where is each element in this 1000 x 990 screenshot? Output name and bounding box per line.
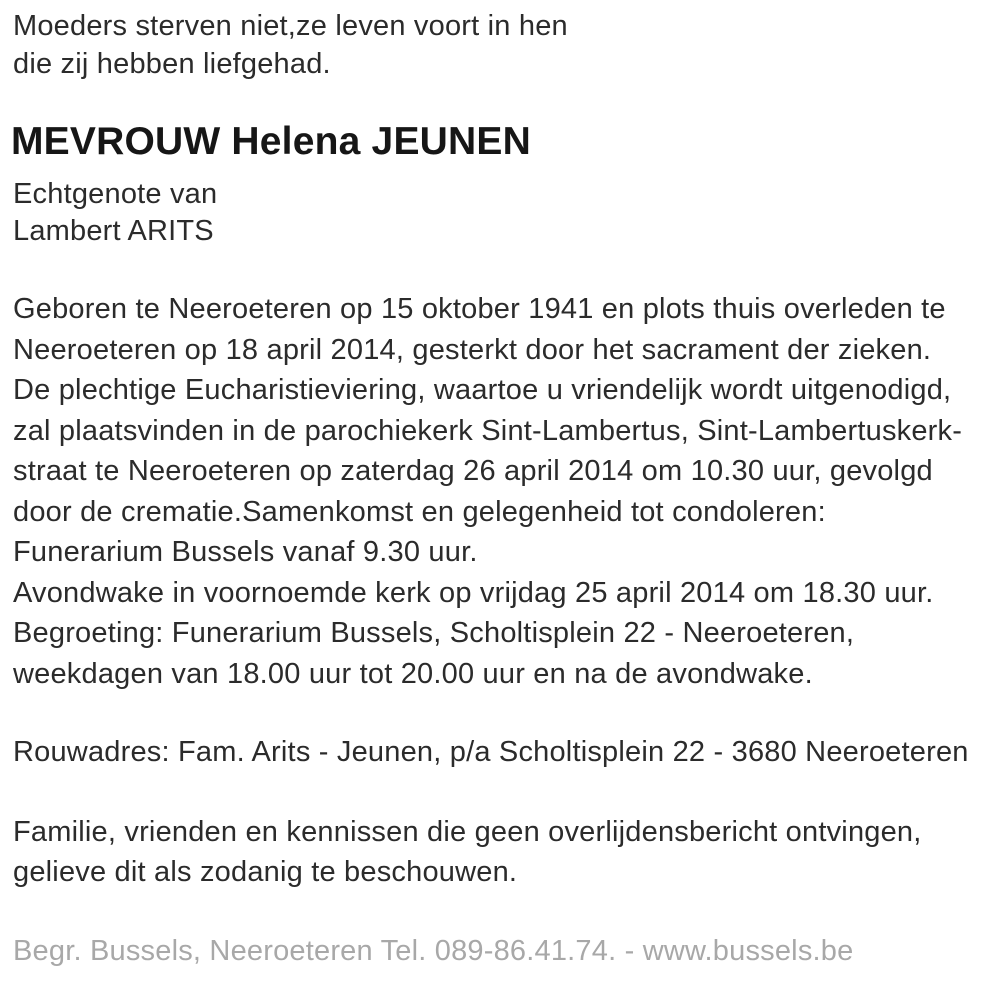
quote-line: die zij hebben liefgehad.: [13, 48, 331, 80]
quote-line: Moeders sterven niet,ze leven voort in hen: [13, 10, 568, 42]
announcement-line: Begroeting: Funerarium Bussels, Scholtisplein 22 - Neeroeteren,: [13, 617, 855, 649]
announcement-line: Geboren te Neeroeteren op 15 oktober 1941 en plots thuis overleden te: [13, 293, 946, 325]
announcement-line: straat te Neeroeteren op zaterdag 26 april 2014 om 10.30 uur, gevolgd: [13, 455, 933, 487]
mourning-address: Rouwadres: Fam. Arits - Jeunen, p/a Scholtisplein 22 - 3680 Neeroeteren: [13, 736, 969, 768]
announcement-line: door de crematie.Samenkomst en gelegenheid tot condoleren:: [13, 495, 826, 528]
announcement-line: Neeroeteren op 18 april 2014, gesterkt door het sacrament der zieken.: [13, 333, 932, 366]
notice-line: Familie, vrienden en kennissen die geen overlijdensbericht ontvingen,: [13, 816, 922, 848]
notification-notice: [13, 812, 922, 892]
funeral-announcement: [13, 289, 962, 694]
announcement-line: Avondwake in voornoemde kerk op vrijdag 25 april 2014 om 18.30 uur.: [13, 576, 934, 609]
funeral-home-credit: Begr. Bussels, Neeroeteren Tel. 089-86.41.74. - www.bussels.be: [13, 935, 854, 967]
relation-label: Echtgenote van: [13, 178, 218, 210]
announcement-line: zal plaatsvinden in de parochiekerk Sint-Lambertus, Sint-Lambertuskerk-: [13, 414, 963, 447]
spouse-name: Lambert ARITS: [13, 215, 214, 247]
spouse-block: [13, 176, 217, 250]
deceased-name: MEVROUW Helena JEUNEN: [11, 120, 531, 163]
memorial-quote: [13, 7, 568, 83]
notice-line: gelieve dit als zodanig te beschouwen.: [13, 856, 518, 888]
announcement-line: De plechtige Eucharistieviering, waartoe u vriendelijk wordt uitgenodigd,: [13, 374, 952, 406]
announcement-line: Funerarium Bussels vanaf 9.30 uur.: [13, 536, 478, 568]
announcement-line: weekdagen van 18.00 uur tot 20.00 uur en na de avondwake.: [13, 657, 813, 690]
